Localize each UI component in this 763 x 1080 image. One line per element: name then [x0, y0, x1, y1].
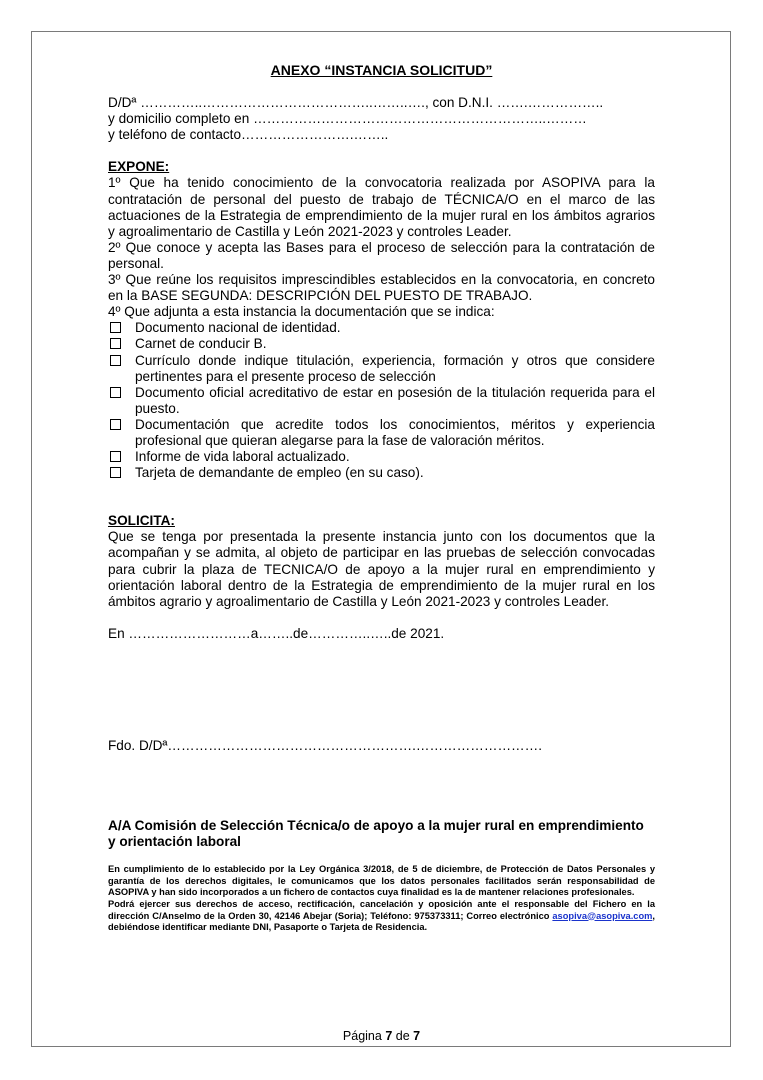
applicant-fields: [108, 95, 655, 143]
page-total: 7: [413, 1029, 421, 1043]
legal-paragraph-1: En cumplimiento de lo establecido por la Ley Orgánica 3/2018, de 5 de diciembre, de Protección de Datos Personales y garantía de los derechos digitales, le comunicamos que los datos personales facilitados serán responsabilidad de ASOPIVA y han sido incorporados a un fichero de contactos cuya finalidad es la de mantener relaciones profesionales.: [108, 864, 655, 898]
checkbox[interactable]: [110, 322, 121, 333]
checklist-item-label: Tarjeta de demandante de empleo (en su caso).: [135, 465, 424, 481]
page-footer: [0, 1029, 763, 1043]
page-number: 7: [385, 1029, 393, 1043]
name-dni-field[interactable]: D/Dª …………..………………………………..……..…., con D.N.I. …….……………..: [108, 95, 604, 111]
page-label: Página: [342, 1029, 386, 1043]
addressee: A/A Comisión de Selección Técnica/o de apoyo a la mujer rural en emprendimiento y orientación laboral: [108, 818, 644, 850]
email-link[interactable]: asopiva@asopiva.com: [552, 910, 653, 921]
checkbox[interactable]: [110, 451, 121, 462]
checklist-item: [108, 336, 655, 352]
legal-paragraph-2: [108, 899, 655, 934]
legal-rights-end: , debiéndose identificar mediante DNI, Pasaporte o Tarjeta de Residencia.: [108, 910, 655, 933]
checklist-item-label: Currículo donde indique titulación, experiencia, formación y otros que considere pertinentes para el presente proceso de selección: [135, 352, 655, 384]
solicita-text: Que se tenga por presentada la presente instancia junto con los documentos que la acompañan y se admita, al objeto de participar en las pruebas de selección convocadas para cubrir la plaza de TECNICA/O de apoyo a la mujer rural en emprendimiento y orientación laboral dentro de la Estrategia de emprendimiento de la mujer rural en los ámbitos agrario y agroalimentario de Castilla y León 2021-2023 y controles Leader.: [108, 529, 655, 609]
phone-field[interactable]: y teléfono de contacto…………………….……..: [108, 127, 389, 143]
checkbox[interactable]: [110, 419, 121, 430]
data-protection-notice: [108, 864, 655, 934]
checklist-item: [108, 417, 655, 449]
expone-point-2: 2º Que conoce y acepta las Bases para el proceso de selección para la contratación de personal.: [108, 239, 655, 271]
checklist-item: [108, 385, 655, 417]
checkbox[interactable]: [110, 387, 121, 398]
document-body: [108, 62, 655, 934]
checkbox[interactable]: [110, 338, 121, 349]
document-title: ANEXO “INSTANCIA SOLICITUD”: [270, 62, 493, 78]
expone-heading: EXPONE:: [108, 159, 170, 175]
expone-point-1: 1º Que ha tenido conocimiento de la convocatoria realizada por ASOPIVA para la contratación de personal del puesto de trabajo de TÉCNICA/O en el marco de las actuaciones de la Estrategia de emprendimiento de la mujer rural en los ámbitos agrarios y agroalimentario de Castilla y León 2021-2023 y controles Leader.: [108, 175, 655, 239]
expone-point-3: 3º Que reúne los requisitos imprescindibles establecidos en la convocatoria, en concreto en la BASE SEGUNDA: DESCRIPCIÓN DEL PUESTO DE TRABAJO.: [108, 272, 655, 304]
checklist-item-label: Informe de vida laboral actualizado.: [135, 449, 350, 465]
signature-line[interactable]: Fdo. D/Dª……………………………………………….……………………….: [108, 737, 543, 753]
address-field[interactable]: y domicilio completo en ………………………………………………………..………: [108, 111, 587, 127]
checklist-item: [108, 353, 655, 385]
page-of: de: [392, 1029, 414, 1043]
checklist-item: [108, 465, 655, 481]
checklist-item-label: Carnet de conducir B.: [135, 336, 267, 352]
checklist-item-label: Documento oficial acreditativo de estar en posesión de la titulación requerida para el puesto.: [135, 384, 655, 416]
checklist-item: [108, 320, 655, 336]
solicita-heading: SOLICITA:: [108, 513, 175, 529]
checkbox[interactable]: [110, 467, 121, 478]
checklist-item: [108, 449, 655, 465]
checklist-item-label: Documento nacional de identidad.: [135, 320, 341, 336]
checkbox[interactable]: [110, 355, 121, 366]
checklist-item-label: Documentación que acredite todos los conocimientos, méritos y experiencia profesional que quieran alegarse para la fase de valoración méritos.: [135, 416, 655, 448]
date-line[interactable]: En ………………………a……..de…………..…..de 2021.: [108, 625, 445, 641]
documentation-checklist: [108, 320, 655, 481]
legal-rights-text: Podrá ejercer sus derechos de acceso, rectificación, cancelación y oposición ante el responsable del Fichero en la dirección C/Anselmo de la Orden 30, 42146 Abejar (Soria); Teléfono: 975373311; Correo electrónico: [108, 898, 655, 921]
expone-point-4: 4º Que adjunta a esta instancia la documentación que se indica:: [108, 304, 495, 320]
